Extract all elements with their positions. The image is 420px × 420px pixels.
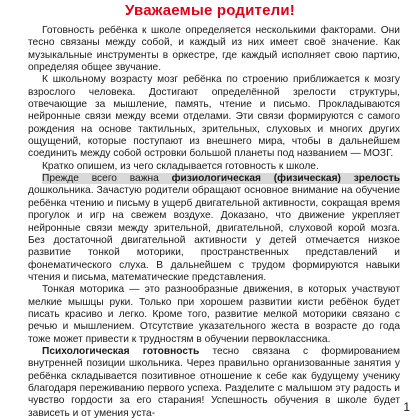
paragraph-1 [28, 25, 400, 74]
text-run: Тонкая моторика — это разнообразные движения, в которых участвуют мелкие мышцы руки. Только при хорошем развитии кисти ребёнок будет писать красиво и легко. Кроме того, развитие мелкой моторики связано с речью и мышлением. Отсутствие указательного жеста в возрасте до года тоже может привести к трудностям в обучении первоклассника. [28, 284, 400, 345]
text-run: К школьному возрасту мозг ребёнка по строению приближается к мозгу взрослого человека. Достигают определённой зрелости структуры, отвечающие за мышление, память, чтение и письмо. Прокладываются нейронные связи между всеми отделами. Эти связи формируются с самого рождения на основе тактильных, зрительных, слуховых и многих других ощущений, которые поступают из внешнего мира, чтобы в дальнейшем соединить между собой островки большой планеты под названием — МОЗГ. [28, 74, 400, 160]
bold-term: Психологическая готовность [42, 345, 200, 357]
paragraph-4 [28, 173, 400, 284]
text-run: тесно связана с формированием внутренней позиции школьника. Через правильно организованные занятия у ребёнка складывается позитивное отношение к себе как будущему ученику благодаря переживанию первого успеха. Разделите с малышом эту радость и чувство гордости за его старания! Успешность обучения в школе будет зависеть и от умения уста- [28, 345, 400, 419]
bold-term: физиологическая (физическая) зрелость [171, 173, 400, 185]
page-number: 1 [403, 400, 410, 414]
text-run: Кратко опишем, из чего складывается готовность к школе. [42, 160, 319, 172]
text-run: Прежде всего важна [42, 173, 172, 185]
text-run: Готовность ребёнка к школе определяется несколькими факторами. Они тесно связаны между собой, и каждый из них имеет своё значение. Как музыкальные инструменты в оркестре, где каждый исполняет свою партию, определяя общее звучание. [28, 25, 400, 74]
paragraph-5 [28, 284, 400, 346]
text-run: дошкольника. Зачастую родители обращают основное внимание на обучение ребёнка чтению и письму в ущерб двигательной активности, сокращая время прогулок и игр на свежем воздухе. Доказано, что движение укрепляет нейронные связи между зрительной, двигательной, слуховой корой мозга. Без достаточной двигательной активности у детей отмечается низкое развитие тонкой моторики, пространственных представлений и фонематического слуха. В дальнейшем с трудом формируются навыки чтения и письма, математические представления. [28, 185, 400, 283]
paragraph-6 [28, 346, 400, 420]
paragraph-2 [28, 74, 400, 160]
page-title: Уважаемые родители! [125, 2, 295, 19]
body-text [28, 25, 400, 420]
paragraph-3 [28, 161, 400, 173]
